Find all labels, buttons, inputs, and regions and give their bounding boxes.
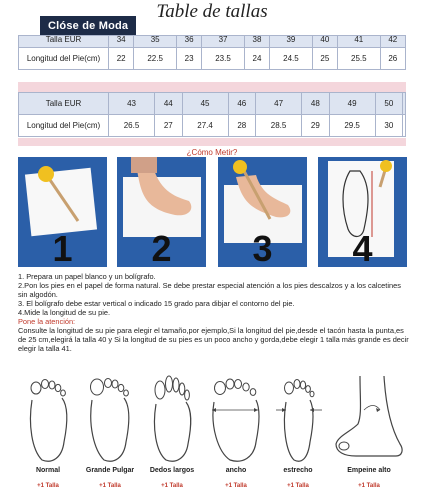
- foot-type-long-toes: [142, 370, 202, 496]
- table-cell: 34: [109, 36, 134, 48]
- table-cell: 24.5: [270, 48, 313, 70]
- table-row: [19, 115, 406, 137]
- table-cell: 26: [380, 48, 405, 70]
- step-photo-4: [318, 157, 407, 267]
- table-cell: 26.5: [109, 115, 155, 137]
- cm-label: Longitud del Pie(cm): [19, 115, 109, 137]
- table-cell: 46: [228, 93, 256, 115]
- cm-label: Longitud del Pie(cm): [19, 48, 109, 70]
- divider-band: [18, 138, 406, 146]
- step-number: 2: [151, 228, 172, 267]
- instruction-line: 2.Pon los pies en el papel de forma natural. Se debe prestar especial atención a los pies descalzos y a los calcetines sin algodón.: [18, 281, 401, 299]
- table-cell: 29.5: [329, 115, 375, 137]
- step-number: 3: [252, 228, 273, 267]
- eur-label: Talla EUR: [19, 36, 109, 48]
- table-cell: 30: [375, 115, 403, 137]
- table-cell: 36: [176, 36, 201, 48]
- instruction-line: 4.Mide la longitud de su pie.: [18, 308, 111, 317]
- brand-logo: Clóse de Moda: [40, 16, 136, 36]
- table-cell: 38: [244, 36, 269, 48]
- table-cell: 47: [256, 93, 302, 115]
- table-cell: 44: [155, 93, 183, 115]
- table-cell: 22: [109, 48, 134, 70]
- table-cell: 37: [202, 36, 245, 48]
- table-cell: 28.5: [256, 115, 302, 137]
- size-table-1: [18, 35, 406, 70]
- table-cell: 27.4: [182, 115, 228, 137]
- page-title: Table de tallas: [156, 1, 268, 22]
- size-tag: +1 Talla: [161, 483, 183, 489]
- table-cell: 25: [312, 48, 337, 70]
- table-cell: [403, 115, 406, 137]
- instructions-block: [18, 272, 410, 353]
- foot-type-name: Empeine alto: [347, 467, 391, 474]
- how-to-measure-title: ¿Cómo Metir?: [186, 148, 238, 157]
- table-cell: 42: [380, 36, 405, 48]
- table-cell: 25.5: [338, 48, 381, 70]
- table-cell: 22.5: [134, 48, 177, 70]
- size-tag: +1 Talla: [225, 483, 247, 489]
- step-photo-1: [18, 157, 107, 267]
- foot-type-big-toe: [80, 370, 140, 496]
- size-tag: +1 Talla: [358, 483, 380, 489]
- table-cell: [403, 93, 406, 115]
- table-cell: 49: [329, 93, 375, 115]
- wide-foot-icon: [206, 370, 266, 466]
- divider-band: [18, 82, 406, 92]
- normal-foot-icon: [18, 370, 78, 466]
- table-cell: 24: [244, 48, 269, 70]
- size-tag: +1 Talla: [37, 483, 59, 489]
- table-cell: 23.5: [202, 48, 245, 70]
- table-cell: 28: [228, 115, 256, 137]
- table-cell: 29: [302, 115, 330, 137]
- table-cell: 48: [302, 93, 330, 115]
- table-cell: 40: [312, 36, 337, 48]
- foot-type-name: Dedos largos: [149, 467, 195, 474]
- table-cell: 45: [182, 93, 228, 115]
- foot-type-wide: [206, 370, 266, 496]
- instruction-line: 3. El bolígrafo debe estar vertical o indicado 15 grado para dibjar el contorno del pie.: [18, 299, 295, 308]
- foot-type-name: Grande Pulgar: [85, 467, 135, 474]
- table-row: [19, 48, 406, 70]
- size-tag: +1 Talla: [287, 483, 309, 489]
- table-cell: 39: [270, 36, 313, 48]
- step-number: 1: [52, 228, 73, 267]
- table-cell: 50: [375, 93, 403, 115]
- foot-type-normal: [18, 370, 78, 496]
- step-photo-2: [117, 157, 206, 267]
- table-cell: 27: [155, 115, 183, 137]
- table-cell: 43: [109, 93, 155, 115]
- table-cell: 23: [176, 48, 201, 70]
- table-cell: 35: [134, 36, 177, 48]
- table-cell: 41: [338, 36, 381, 48]
- instruction-line: 1. Prepara un papel blanco y un bolígrafo.: [18, 272, 156, 281]
- foot-type-narrow: [268, 370, 328, 496]
- foot-type-high-instep: [330, 370, 408, 496]
- step-number: 4: [352, 228, 373, 267]
- high-instep-foot-icon: [330, 370, 408, 466]
- step-photo-3: [218, 157, 307, 267]
- narrow-foot-icon: [268, 370, 328, 466]
- foot-type-name: Normal: [35, 467, 61, 474]
- big-toe-foot-icon: [80, 370, 140, 466]
- table-row: [19, 36, 406, 48]
- eur-label: Talla EUR: [19, 93, 109, 115]
- long-toes-foot-icon: [142, 370, 202, 466]
- attention-text: Consulte la longitud de su pie para elegir el tamaño,por ejemplo,Si la longitud del pie,desde el tacón hasta la punta,es de 25 cm,elegirá la talla 40 y Si la longitud de su pies es un poco ancho y gorda,debe elegir 1 talla más grande es decir elegir la talla 41.: [18, 326, 409, 353]
- foot-types-row: [18, 370, 408, 496]
- attention-label: Pone la atención:: [18, 317, 76, 326]
- size-tag: +1 Talla: [99, 483, 121, 489]
- size-table-2: [18, 92, 406, 137]
- foot-type-name: estrecho: [283, 467, 313, 474]
- table-row: [19, 93, 406, 115]
- foot-type-name: ancho: [225, 467, 247, 474]
